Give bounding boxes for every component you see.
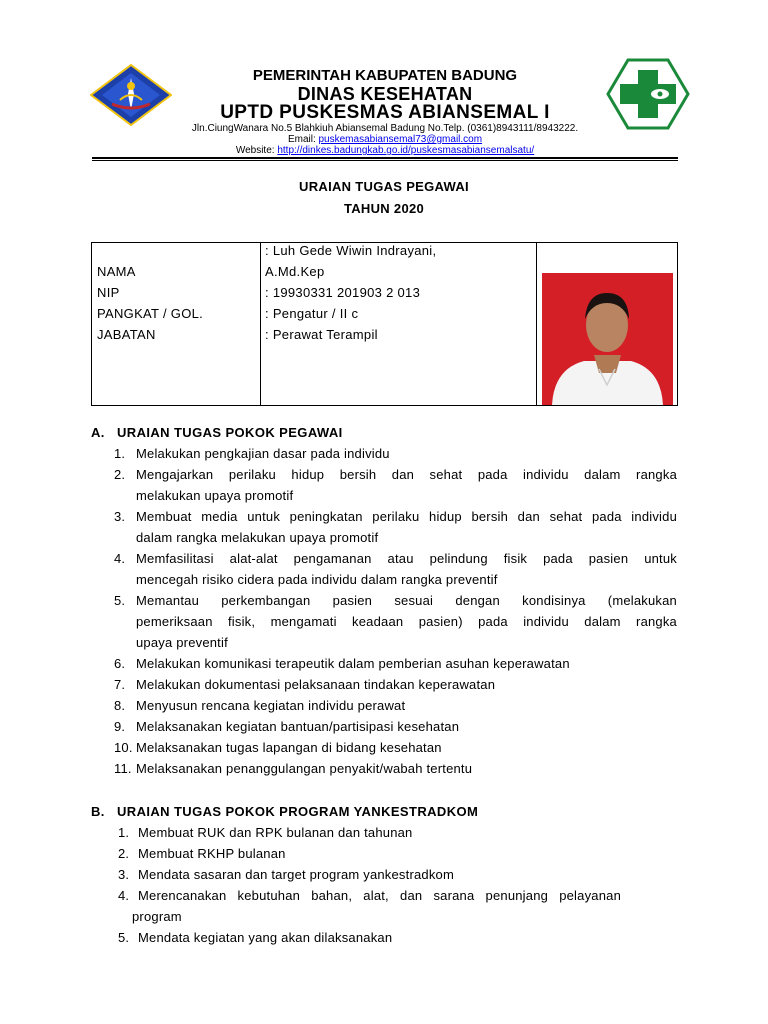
header-department: DINAS KESEHATAN [297, 84, 473, 104]
list-item-text: mencegah risiko cidera pada individu dalam rangka preventif [136, 572, 498, 587]
section-b-letter: B. [91, 804, 105, 819]
list-item-number: 11. [114, 761, 132, 776]
list-item [114, 737, 677, 758]
email-link[interactable]: puskemasabiansemal73@gmail.com [318, 134, 483, 145]
list-item-text: Melaksanakan penanggulangan penyakit/wabah tertentu [136, 761, 473, 776]
list-item [118, 864, 621, 885]
list-item-text: pemeriksaan fisik, mengamati keadaan pasien) pada individu dalam rangka [136, 614, 677, 629]
section-b-title: URAIAN TUGAS POKOK PROGRAM YANKESTRADKOM [117, 804, 479, 819]
list-item-text: Melaksanakan tugas lapangan di bidang kesehatan [136, 740, 442, 755]
list-item [114, 695, 677, 716]
label-nama: NAMA [97, 264, 136, 279]
section-a-title: URAIAN TUGAS POKOK PEGAWAI [117, 425, 343, 440]
list-item [114, 716, 677, 737]
list-item [114, 506, 677, 548]
list-item-number: 5. [114, 593, 126, 608]
list-item-number: 5. [118, 930, 130, 945]
list-item-text: Membuat RKHP bulanan [138, 846, 286, 861]
list-item [118, 927, 621, 948]
header-email-line [130, 134, 640, 145]
label-nip: NIP [97, 285, 120, 300]
email-label: Email: [287, 134, 319, 145]
label-pangkat: PANGKAT / GOL. [97, 306, 204, 321]
list-item [118, 843, 621, 864]
list-item-text: Mendata sasaran dan target program yankestradkom [138, 867, 454, 882]
list-item-text: Melaksanakan kegiatan bantuan/partisipasi kesehatan [136, 719, 460, 734]
list-item-number: 3. [118, 867, 130, 882]
list-item [114, 653, 677, 674]
document-title: URAIAN TUGAS PEGAWAI [299, 179, 469, 194]
list-item-number: 1. [118, 825, 130, 840]
list-item-text: Membuat RUK dan RPK bulanan dan tahunan [138, 825, 413, 840]
list-item-text: Melakukan komunikasi terapeutik dalam pemberian asuhan keperawatan [136, 656, 570, 671]
list-item-number: 3. [114, 509, 126, 524]
list-item-number: 9. [114, 719, 126, 734]
section-a-letter: A. [91, 425, 105, 440]
list-item-text: Memfasilitasi alat-alat pengamanan atau pelindung fisik pada pasien untuk [136, 551, 677, 566]
list-item-number: 6. [114, 656, 126, 671]
website-link[interactable]: http://dinkes.badungkab.go.id/puskesmasabiansemalsatu/ [277, 145, 535, 156]
list-item [114, 590, 677, 653]
section-b-heading [91, 804, 478, 819]
header-divider-thin [92, 160, 678, 161]
value-nama-line1: : Luh Gede Wiwin Indrayani, [265, 243, 437, 258]
list-item [114, 464, 677, 506]
list-item-number: 2. [114, 467, 126, 482]
list-item-text: dalam rangka melakukan upaya promotif [136, 530, 379, 545]
list-item-text: Merencanakan kebutuhan bahan, alat, dan sarana penunjang pelayanan [138, 888, 621, 903]
table-column-divider [536, 243, 537, 405]
list-item [114, 758, 677, 779]
list-item-text: Melakukan dokumentasi pelaksanaan tindakan keperawatan [136, 677, 496, 692]
value-nip: : 19930331 201903 2 013 [265, 285, 421, 300]
identity-table [91, 242, 678, 406]
list-item-text: melakukan upaya promotif [136, 488, 294, 503]
list-item [114, 548, 677, 590]
list-item-number: 10. [114, 740, 133, 755]
header-divider-thick [92, 157, 678, 159]
document-year: TAHUN 2020 [343, 201, 425, 216]
list-item-text: Membuat media untuk peningkatan perilaku hidup bersih dan sehat pada individu [136, 509, 677, 524]
list-item-text: Memantau perkembangan pasien sesuai dengan kondisinya (melakukan [136, 593, 677, 608]
list-item-number: 4. [118, 888, 130, 903]
section-a-heading [91, 425, 343, 440]
header-institution: UPTD PUSKESMAS ABIANSEMAL I [220, 102, 550, 123]
header-government: PEMERINTAH KABUPATEN BADUNG [252, 67, 518, 84]
list-item-number: 7. [114, 677, 126, 692]
value-nama-line2: A.Md.Kep [265, 264, 325, 279]
list-item-text: upaya preventif [136, 635, 228, 650]
list-item-text: Mendata kegiatan yang akan dilaksanakan [138, 930, 393, 945]
list-item [118, 822, 621, 843]
list-item-text: Menyusun rencana kegiatan individu perawat [136, 698, 406, 713]
header-address: Jln.CiungWanara No.5 Blahkiuh Abiansemal Badung No.Telp. (0361)8943111/8943222. [191, 123, 579, 134]
list-item-number: 1. [114, 446, 126, 461]
list-item [118, 885, 621, 927]
website-label: Website: [235, 145, 278, 156]
list-item-number: 2. [118, 846, 130, 861]
list-item [114, 674, 677, 695]
list-item-text: Mengajarkan perilaku hidup bersih dan sehat pada individu dalam rangka [136, 467, 677, 482]
list-item [114, 443, 677, 464]
value-pangkat: : Pengatur / II c [265, 306, 359, 321]
list-item-text: Melakukan pengkajian dasar pada individu [136, 446, 390, 461]
list-item-number: 4. [114, 551, 126, 566]
header-website-line [130, 145, 640, 156]
list-item-text: program [132, 909, 182, 924]
table-column-divider [260, 243, 261, 405]
list-item-number: 8. [114, 698, 126, 713]
value-jabatan: : Perawat Terampil [265, 327, 378, 342]
employee-photo [542, 273, 673, 405]
label-jabatan: JABATAN [97, 327, 156, 342]
